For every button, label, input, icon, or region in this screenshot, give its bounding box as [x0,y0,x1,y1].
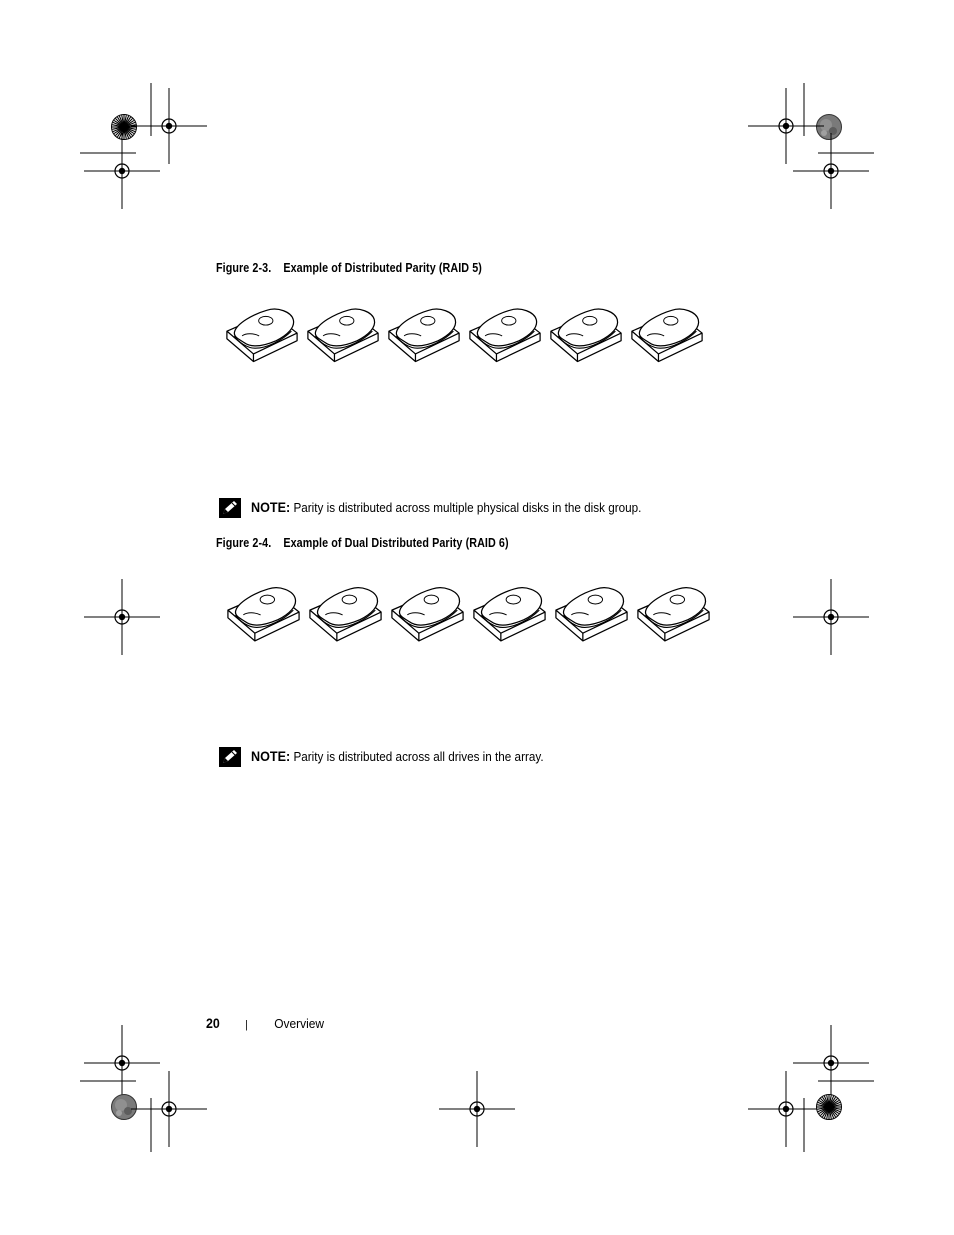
hard-disk-icon [226,581,301,645]
hard-disk-icon [630,303,704,365]
hard-disk-icon [468,303,542,365]
figure-title: Example of Distributed Parity (RAID 5) [283,261,482,275]
figure-title: Example of Dual Distributed Parity (RAID 6) [283,536,509,550]
note-text: Parity is distributed across all drives in the array. [293,749,544,764]
disk-array-raid5 [225,303,704,365]
color-target-icon [817,115,842,140]
color-target-icon [112,115,137,140]
note [251,499,641,515]
crosshair-registration-icon [793,133,869,209]
hard-disk-icon [308,581,383,645]
figure-label: Figure 2-3. [216,261,272,275]
crosshair-registration-icon [793,579,869,655]
figure-label: Figure 2-4. [216,536,272,550]
page-footer [206,1016,324,1031]
hard-disk-icon [306,303,380,365]
crosshair-registration-icon [748,88,824,164]
figure-caption [216,261,482,275]
hard-disk-icon [549,303,623,365]
crosshair-registration-icon [131,88,207,164]
hard-disk-icon [387,303,461,365]
figure-caption [216,536,509,550]
footer-section: Overview [274,1016,325,1031]
crosshair-registration-icon [84,579,160,655]
crosshair-registration-icon [84,1025,160,1101]
crosshair-registration-icon [439,1071,515,1147]
crosshair-registration-icon [84,133,160,209]
pencil-note-icon [219,747,241,767]
hard-disk-icon [554,581,629,645]
hard-disk-icon [636,581,711,645]
crosshair-registration-icon [131,1071,207,1147]
page-number: 20 [206,1016,220,1031]
hard-disk-icon [390,581,465,645]
note-text: Parity is distributed across multiple physical disks in the disk group. [293,500,642,515]
color-target-icon [112,1095,137,1120]
crosshair-registration-icon [748,1071,824,1147]
note-label: NOTE: [251,499,291,515]
crosshair-registration-icon [793,1025,869,1101]
color-target-icon [817,1095,842,1120]
hard-disk-icon [472,581,547,645]
note-label: NOTE: [251,748,291,764]
footer-separator: | [245,1019,248,1031]
pencil-note-icon [219,498,241,518]
hard-disk-icon [225,303,299,365]
note [251,748,544,764]
disk-array-raid6 [226,581,711,645]
